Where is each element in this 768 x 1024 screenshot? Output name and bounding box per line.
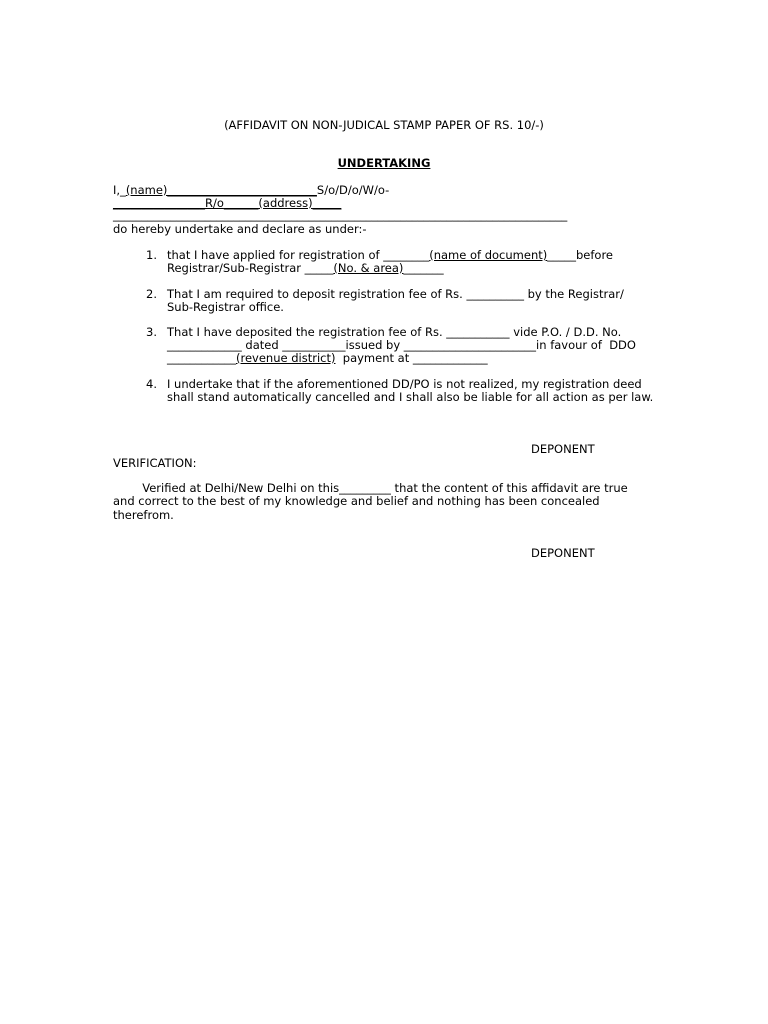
area-blank: (No. & area) xyxy=(333,261,404,275)
deponent-label: DEPONENT xyxy=(531,546,595,560)
verification-line: and correct to the best of my knowledge and belief and nothing has been concealed xyxy=(113,494,600,508)
item-number: 4. xyxy=(146,377,157,391)
item-number: 3. xyxy=(146,325,157,339)
intro-line-3: _______________________________________________________________________________ xyxy=(113,208,568,222)
document-title: UNDERTAKING xyxy=(337,156,431,170)
item-line: shall stand automatically cancelled and I shall also be liable for all action as per law. xyxy=(167,390,654,404)
item-line: That I am required to deposit registration fee of Rs. __________ by the Registrar/ xyxy=(167,287,624,301)
item-line: That I have deposited the registration fee of Rs. ___________ vide P.O. / D.D. No. xyxy=(167,325,622,339)
name-blank: (name)__________________________ xyxy=(125,183,317,197)
item-number: 2. xyxy=(146,287,157,301)
intro-line-4: do hereby undertake and declare as under:- xyxy=(113,222,367,236)
item-number: 1. xyxy=(146,248,157,262)
verification-line: therefrom. xyxy=(113,508,174,522)
intro-line-1: I,_(name)__________________________S/o/D/o/W/o- xyxy=(113,183,390,197)
item-line: Registrar/Sub-Registrar _____(No. & area)_______ xyxy=(167,261,444,275)
item-line: that I have applied for registration of ________(name of document)_____before xyxy=(167,248,613,262)
verification-heading: VERIFICATION: xyxy=(113,456,197,470)
item-line: I undertake that if the aforementioned DD/PO is not realized, my registration deed xyxy=(167,377,642,391)
address-blank: (address) xyxy=(258,196,313,210)
deponent-label: DEPONENT xyxy=(531,442,595,456)
item-line: _____________ dated ___________issued by _______________________in favour of DDO xyxy=(167,338,636,352)
intro-line-2: ________________R/o______(address)_____ xyxy=(113,196,342,210)
stamp-paper-header: (AFFIDAVIT ON NON-JUDICAL STAMP PAPER OF RS. 10/-) xyxy=(224,118,544,132)
item-line: Sub-Registrar office. xyxy=(167,300,284,314)
document-name-blank: (name of document) xyxy=(429,248,548,262)
item-line: ____________(revenue district) payment at _____________ xyxy=(167,351,488,365)
revenue-district-blank: (revenue district) xyxy=(236,351,336,365)
verification-line: Verified at Delhi/New Delhi on this_________ that the content of this affidavit are true xyxy=(113,481,628,495)
